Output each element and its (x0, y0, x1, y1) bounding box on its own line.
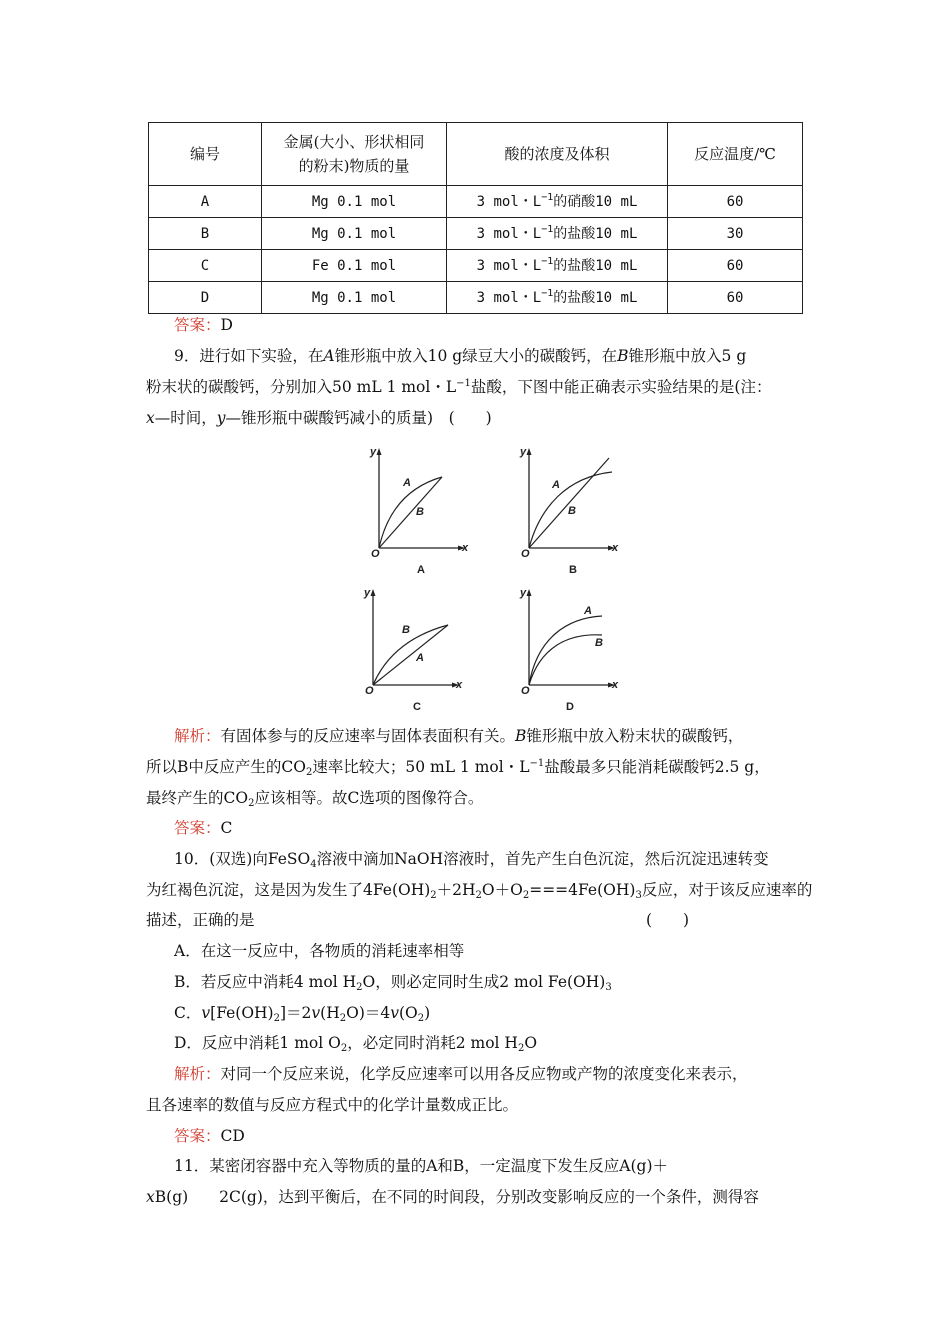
q10-option-a: A．在这一反应中，各物质的消耗速率相等 (174, 942, 465, 960)
graph-caption: B (569, 564, 577, 576)
cell-acid: 3 mol・$L^{-1}$的盐酸10 mL (447, 250, 668, 282)
x-label: x (456, 679, 463, 691)
q9-analysis-line-2: 所以B中反应产生的$CO_2$速率比较大；50 mL 1 mol・$L^{-1}$盐酸最多只能消耗碳酸钙2.5 g， (146, 758, 770, 778)
curve-a (529, 616, 602, 685)
origin-label: O (521, 548, 530, 560)
y-label: y (370, 446, 377, 458)
cell-temp: 30 (668, 218, 803, 250)
table-row (149, 282, 803, 314)
q9-line-2: 粉末状的碳酸钙，分别加入50 mL 1 mol・$L^{-1}$盐酸，下图中能正确表示实验结果的是(注： (146, 378, 772, 396)
graph-caption: C (413, 701, 421, 713)
cell-id: A (149, 186, 262, 218)
cell-id: B (149, 218, 262, 250)
graph-c (356, 583, 476, 715)
graph-a (362, 442, 482, 574)
y-label: y (520, 446, 527, 458)
q10-analysis-line-2: 且各速率的数值与反应方程式中的化学计量数成正比。 (146, 1096, 519, 1114)
cell-temp: 60 (668, 282, 803, 314)
q9-line-1: 9．进行如下实验，在A锥形瓶中放入10 g绿豆大小的碳酸钙，在B锥形瓶中放入5 g (174, 347, 747, 365)
graph-caption: D (566, 701, 574, 713)
q9-analysis-line-1: 解析：有固体参与的反应速率与固体表面积有关。B锥形瓶中放入粉末状的碳酸钙， (174, 727, 744, 745)
curve-b (529, 635, 602, 685)
experiment-table (148, 122, 803, 314)
q10-option-d: D．反应中消耗1 mol $O_2$，必定同时消耗2 mol $H_2O$ (174, 1034, 538, 1054)
y-label: y (520, 587, 527, 599)
header-metal-line1: 金属(大小、形状相同 (283, 133, 425, 151)
curve-b-label: B (402, 624, 410, 636)
x-label: x (612, 542, 619, 554)
table-header-row (149, 123, 803, 186)
y-label: y (364, 587, 371, 599)
cell-acid: 3 mol・$L^{-1}$的盐酸10 mL (447, 282, 668, 314)
curve-b-label: B (416, 506, 424, 518)
table-row (149, 218, 803, 250)
cell-acid: 3 mol・$L^{-1}$的盐酸10 mL (447, 218, 668, 250)
header-acid: 酸的浓度及体积 (447, 123, 668, 186)
graph-b (512, 442, 632, 574)
graph-d (512, 583, 632, 715)
q11-line-2: xB(g) 2C(g)，达到平衡后，在不同的时间段，分别改变影响反应的一个条件，测得容 (146, 1188, 759, 1206)
q10-analysis-line-1: 解析：对同一个反应来说，化学反应速率可以用各反应物或产物的浓度变化来表示， (174, 1065, 748, 1083)
y-axis-arrow (527, 448, 532, 455)
y-axis-arrow (371, 589, 376, 596)
q10-answer-blank: ( ) (646, 911, 690, 929)
cell-metal: Mg 0.1 mol (262, 186, 447, 218)
origin-label: O (521, 685, 530, 697)
q10-line-1: 10．(双选)向FeSO$_4$溶液中滴加NaOH溶液时，首先产生白色沉淀，然后沉淀迅速转变 (174, 850, 769, 870)
table-row (149, 250, 803, 282)
cell-acid: 3 mol・$L^{-1}$的硝酸10 mL (447, 186, 668, 218)
q9-analysis-line-3: 最终产生的$CO_2$应该相等。故C选项的图像符合。 (146, 789, 484, 809)
q10-option-b: B．若反应中消耗4 mol $H_2O$，则必定同时生成2 mol $Fe(OH)_3$ (174, 973, 612, 993)
y-axis-arrow (377, 448, 382, 455)
curve-a-label: A (416, 652, 424, 664)
curve-a-label: A (403, 477, 411, 489)
cell-id: C (149, 250, 262, 282)
q8-answer: 答案：D (174, 316, 233, 334)
cell-temp: 60 (668, 186, 803, 218)
q10-answer: 答案：CD (174, 1127, 245, 1145)
q10-line-3: 描述，正确的是 (146, 911, 255, 929)
cell-metal: Fe 0.1 mol (262, 250, 447, 282)
x-label: x (462, 542, 469, 554)
q10-line-2: 为红褐色沉淀，这是因为发生了$4Fe(OH)_2+2H_2O+O_2===4Fe(OH)_3$反应，对于该反应速率的 (146, 881, 813, 901)
origin-label: O (365, 685, 374, 697)
header-temperature: 反应温度/℃ (668, 123, 803, 186)
curve-b-label: B (568, 505, 576, 517)
q11-line-1: 11．某密闭容器中充入等物质的量的A和B，一定温度下发生反应A(g)＋ (174, 1157, 669, 1175)
cell-temp: 60 (668, 250, 803, 282)
curve-a-label: A (584, 605, 592, 617)
origin-label: O (371, 548, 380, 560)
curve-b-label: B (595, 637, 603, 649)
q9-line-3: x—时间，y—锥形瓶中碳酸钙减小的质量) ( ) (146, 409, 492, 427)
cell-id: D (149, 282, 262, 314)
cell-metal: Mg 0.1 mol (262, 218, 447, 250)
cell-metal: Mg 0.1 mol (262, 282, 447, 314)
q9-answer: 答案：C (174, 819, 233, 837)
x-label: x (612, 679, 619, 691)
curve-b (529, 458, 609, 548)
y-axis-arrow (527, 589, 532, 596)
table-row (149, 186, 803, 218)
graph-caption: A (417, 564, 425, 576)
header-metal-line2: 的粉末)物质的量 (298, 157, 410, 175)
curve-a (373, 625, 448, 685)
curve-a-label: A (552, 479, 560, 491)
q10-option-c: C．$v[Fe(OH)_2]=2v(H_2O)=4v(O_2)$ (174, 1004, 431, 1024)
header-id: 编号 (149, 123, 262, 186)
header-metal (262, 123, 447, 186)
